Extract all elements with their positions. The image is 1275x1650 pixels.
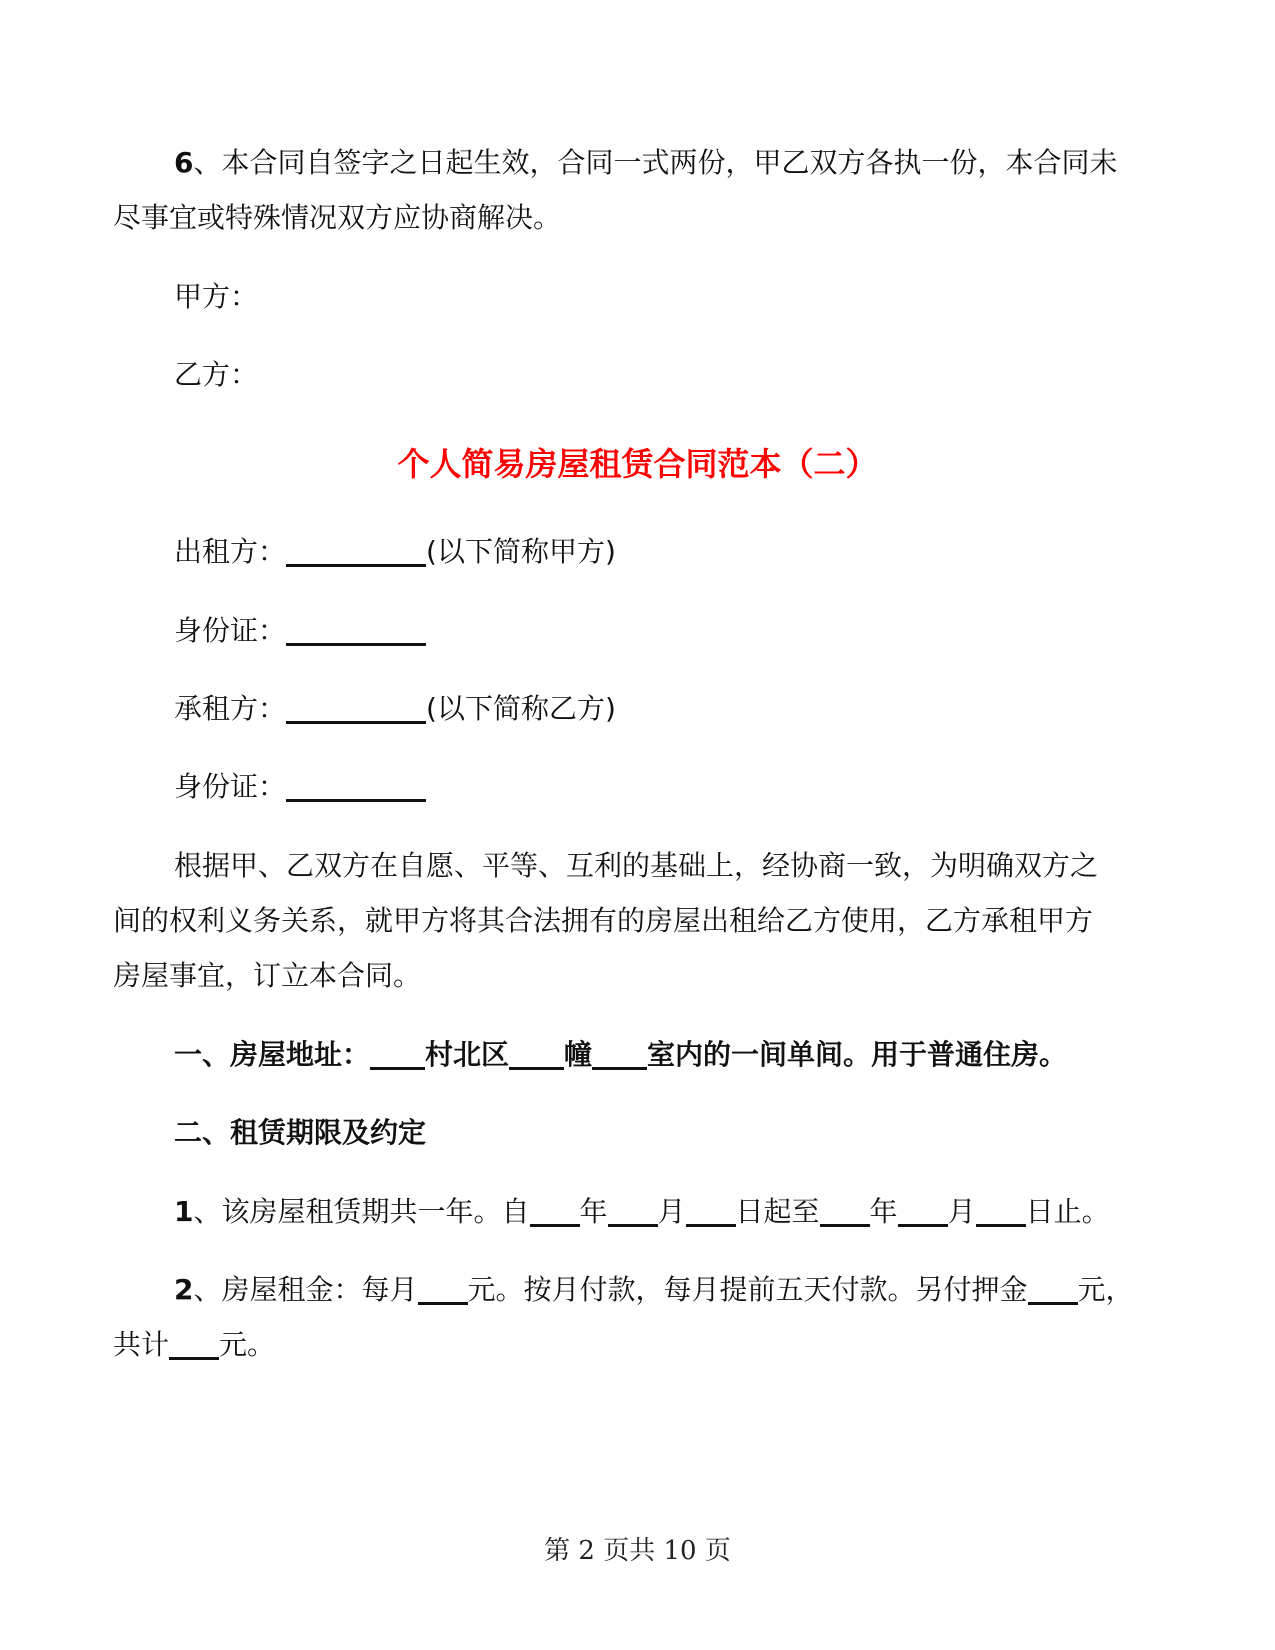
day-until-label: 日止。 (1025, 1195, 1110, 1228)
item-2-rent (0, 1270, 1275, 1310)
year-label: 年 (869, 1195, 898, 1228)
item-1-text: 、该房屋租赁期共一年。自 (193, 1195, 530, 1228)
lessor-note: (以下简称甲方) (426, 535, 616, 568)
item-2-text-a: 、房屋租金：每月 (193, 1273, 418, 1306)
end-year-blank[interactable] (820, 1194, 870, 1227)
lessee-id-label: 身份证： (174, 770, 287, 803)
day-from-label: 日起至 (735, 1195, 820, 1228)
lessee-id-line (0, 767, 1275, 807)
total-suffix: 元。 (219, 1328, 276, 1361)
lessor-label: 出租方： (174, 535, 287, 568)
month-label: 月 (947, 1195, 976, 1228)
deposit-blank[interactable] (1028, 1272, 1078, 1305)
section-2-heading: 二、租赁期限及约定 (174, 1116, 427, 1149)
lessor-id-blank[interactable] (286, 613, 426, 646)
item-number: 2 (174, 1273, 194, 1306)
building-blank[interactable] (509, 1037, 564, 1070)
section-1-address (0, 1035, 1275, 1075)
clause-6-line-1 (0, 143, 1275, 183)
contract-title: 个人简易房屋租赁合同范本（二） (397, 445, 878, 483)
lessee-label: 承租方： (174, 692, 287, 725)
village-blank[interactable] (370, 1037, 425, 1070)
lessor-blank[interactable] (286, 534, 426, 567)
month-label: 月 (657, 1195, 686, 1228)
room-blank[interactable] (592, 1037, 647, 1070)
item-number: 1 (174, 1195, 194, 1228)
lessee-note: (以下简称乙方) (426, 692, 616, 725)
monthly-rent-blank[interactable] (418, 1272, 468, 1305)
total-blank[interactable] (169, 1327, 219, 1360)
clause-text: 、本合同自签字之日起生效，合同一式两份，甲乙双方各执一份，本合同未 (193, 146, 1118, 179)
end-day-blank[interactable] (976, 1194, 1026, 1227)
lessee-line (0, 689, 1275, 729)
start-month-blank[interactable] (608, 1194, 658, 1227)
item-2-text-c: 元， (1077, 1273, 1134, 1306)
section-1-prefix: 一、房屋地址： (174, 1038, 371, 1071)
end-month-blank[interactable] (898, 1194, 948, 1227)
total-prefix: 共计 (113, 1328, 170, 1361)
item-1-term (0, 1192, 1275, 1232)
section-1-rest: 室内的一间单间。用于普通住房。 (647, 1038, 1068, 1071)
building-label: 幢 (564, 1038, 593, 1071)
start-day-blank[interactable] (686, 1194, 736, 1227)
item-2-text-b: 元。按月付款，每月提前五天付款。另付押金 (467, 1273, 1028, 1306)
page-number: 第 2 页共 10 页 (544, 1536, 731, 1566)
item-2-total (0, 1325, 1275, 1365)
clause-number: 6 (174, 146, 194, 179)
party-a-signature: 甲方： (174, 280, 259, 313)
start-year-blank[interactable] (530, 1194, 580, 1227)
lessor-id-label: 身份证： (174, 614, 287, 647)
lessor-id-line (0, 611, 1275, 651)
preamble-line-2: 间的权利义务关系，就甲方将其合法拥有的房屋出租给乙方使用，乙方承租甲方 (113, 904, 1094, 937)
village-label: 村北区 (425, 1038, 510, 1071)
lessee-blank[interactable] (286, 691, 426, 724)
preamble-line-3: 房屋事宜，订立本合同。 (113, 959, 422, 992)
year-label: 年 (579, 1195, 608, 1228)
lessor-line (0, 532, 1275, 572)
clause-6-line-2: 尽事宜或特殊情况双方应协商解决。 (113, 201, 562, 234)
preamble-line-1: 根据甲、乙双方在自愿、平等、互利的基础上，经协商一致，为明确双方之 (174, 849, 1099, 882)
lessee-id-blank[interactable] (286, 769, 426, 802)
party-b-signature: 乙方： (174, 358, 259, 391)
